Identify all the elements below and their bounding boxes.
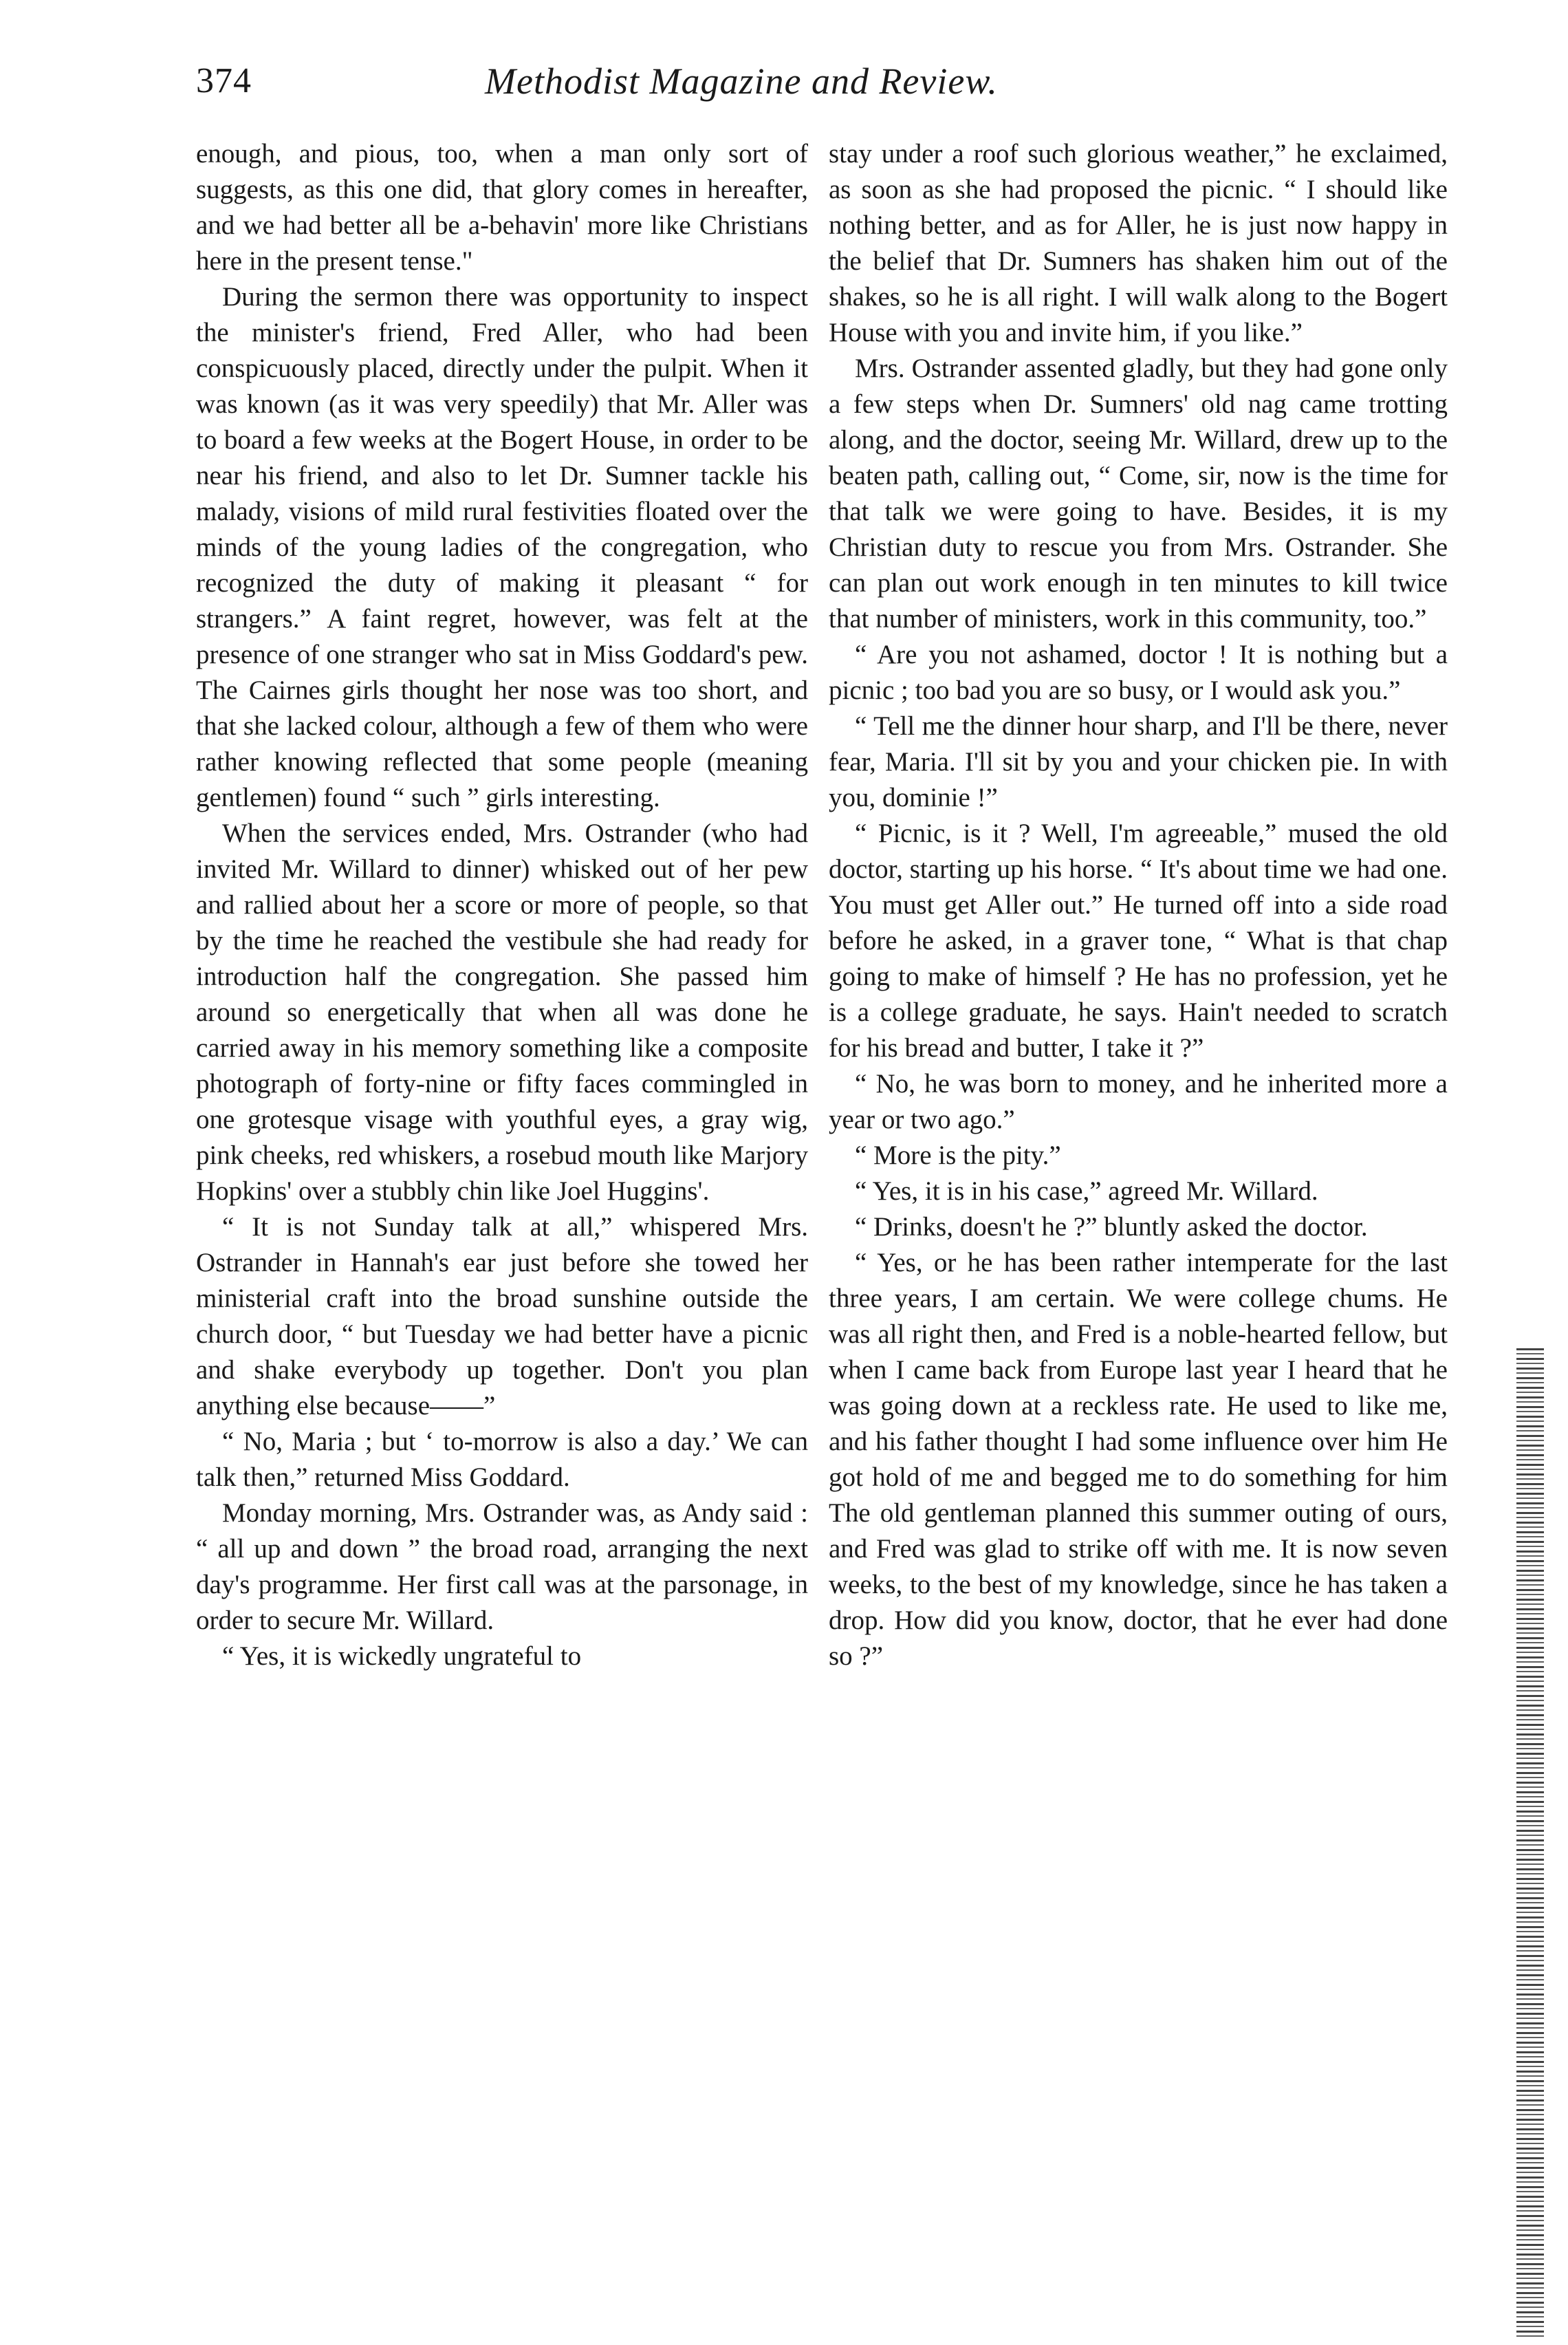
paragraph: Monday morning, Mrs. Ostrander was, as Andy said : “ all up and down ” the broad road, arranging the next day's programme. Her first call was at the parsonage, in order to secure Mr. Willard. [196, 1498, 808, 1635]
paragraph: “ Tell me the dinner hour sharp, and I'll be there, never fear, Maria. I'll sit by you and your chicken pie. In with you, dominie !” [829, 711, 1448, 812]
paragraph: stay under a roof such glorious weather,” he exclaimed, as soon as she had proposed the picnic. “ I should like nothing better, and as for Aller, he is just now happy in the belief that Dr. Sumners has shaken him out of the shakes, so he is all right. I will walk along to the Bogert House with you and invite him, if you like.” [829, 139, 1448, 347]
paragraph: “ It is not Sunday talk at all,” whispered Mrs. Ostrander in Hannah's ear just before she towed her ministerial craft into the broad sunshine outside the church door, “ but Tuesday we had better have a picnic and shake everybody up together. Don't you plan anything else because——” [196, 1212, 808, 1420]
paragraph: During the sermon there was opportunity to inspect the minister's friend, Fred Aller, who had been conspicuously placed, directly under the pulpit. When it was known (as it was very speedily) that Mr. Aller was to board a few weeks at the Bogert House, in order to be near his friend, and also to let Dr. Sumner tackle his malady, visions of mild rural festivities floated over the minds of the young ladies of the congregation, who recognized the duty of making it pleasant “ for strangers.” A faint regret, however, was felt at the presence of one stranger who sat in Miss Goddard's pew. The Cairnes girls thought her nose was too short, and that she lacked colour, although a few of them who were rather knowing reflected that some people (meaning gentlemen) found “ such ” girls interesting. [196, 282, 808, 812]
left-column [196, 136, 808, 1674]
paragraph: enough, and pious, too, when a man only sort of suggests, as this one did, that glory comes in hereafter, and we had better all be a-behavin' more like Christians here in the present tense." [196, 139, 808, 276]
page-header [196, 54, 1124, 109]
paragraph: “ Yes, it is wickedly ungrateful to [222, 1641, 582, 1671]
paragraph: “ Picnic, is it ? Well, I'm agreeable,” mused the old doctor, starting up his horse. “ It's about time we had one. You must get Aller out.” He turned off into a side road before he asked, in a graver tone, “ What is that chap going to make of himself ? He has no profession, yet he is a college graduate, he says. Hain't needed to scratch for his bread and butter, I take it ?” [829, 819, 1448, 1063]
page-number: 374 [196, 61, 252, 100]
paragraph: “ No, he was born to money, and he inherited more a year or two ago.” [829, 1069, 1448, 1134]
running-head: Methodist Magazine and Review. [485, 61, 998, 102]
paragraph: “ Are you not ashamed, doctor ! It is nothing but a picnic ; too bad you are so busy, or I would ask you.” [829, 640, 1448, 705]
paragraph: “ Yes, it is in his case,” agreed Mr. Willard. [855, 1176, 1318, 1206]
scan-binding-edge [1516, 1348, 1544, 2339]
paragraph: “ No, Maria ; but ‘ to-morrow is also a day.’ We can talk then,” returned Miss Goddard. [196, 1427, 808, 1492]
right-column [829, 136, 1448, 1674]
paragraph: “ Drinks, doesn't he ?” bluntly asked the doctor. [855, 1212, 1368, 1242]
paragraph: “ More is the pity.” [855, 1141, 1061, 1170]
paragraph: Mrs. Ostrander assented gladly, but they had gone only a few steps when Dr. Sumners' old nag came trotting along, and the doctor, seeing Mr. Willard, drew up to the beaten path, calling out, “ Come, sir, now is the time for that talk we were going to have. Besides, it is my Christian duty to rescue you from Mrs. Ostrander. She can plan out work enough in ten minutes to kill twice that number of ministers, work in this community, too.” [829, 354, 1448, 634]
paragraph: “ Yes, or he has been rather intemperate for the last three years, I am certain. We were college chums. He was all right then, and Fred is a noble-hearted fellow, but when I came back from Europe last year I heard that he was going down at a reckless rate. He used to like me, and his father thought I had some influence over him He got hold of me and begged me to do something for him The old gentleman planned this summer outing of ours, and Fred was glad to strike off with me. It is now seven weeks, to the best of my knowledge, since he has taken a drop. How did you know, doctor, that he ever had done so ?” [829, 1248, 1448, 1671]
paragraph: When the services ended, Mrs. Ostrander (who had invited Mr. Willard to dinner) whisked out of her pew and rallied about her a score or more of people, so that by the time he reached the vestibule she had ready for introduction half the congregation. She passed him around so energetically that when all was done he carried away in his memory something like a composite photograph of forty-nine or fifty faces commingled in one grotesque visage with youthful eyes, a gray wig, pink cheeks, red whiskers, a rosebud mouth like Marjory Hopkins' over a stubbly chin like Joel Huggins'. [196, 819, 808, 1206]
